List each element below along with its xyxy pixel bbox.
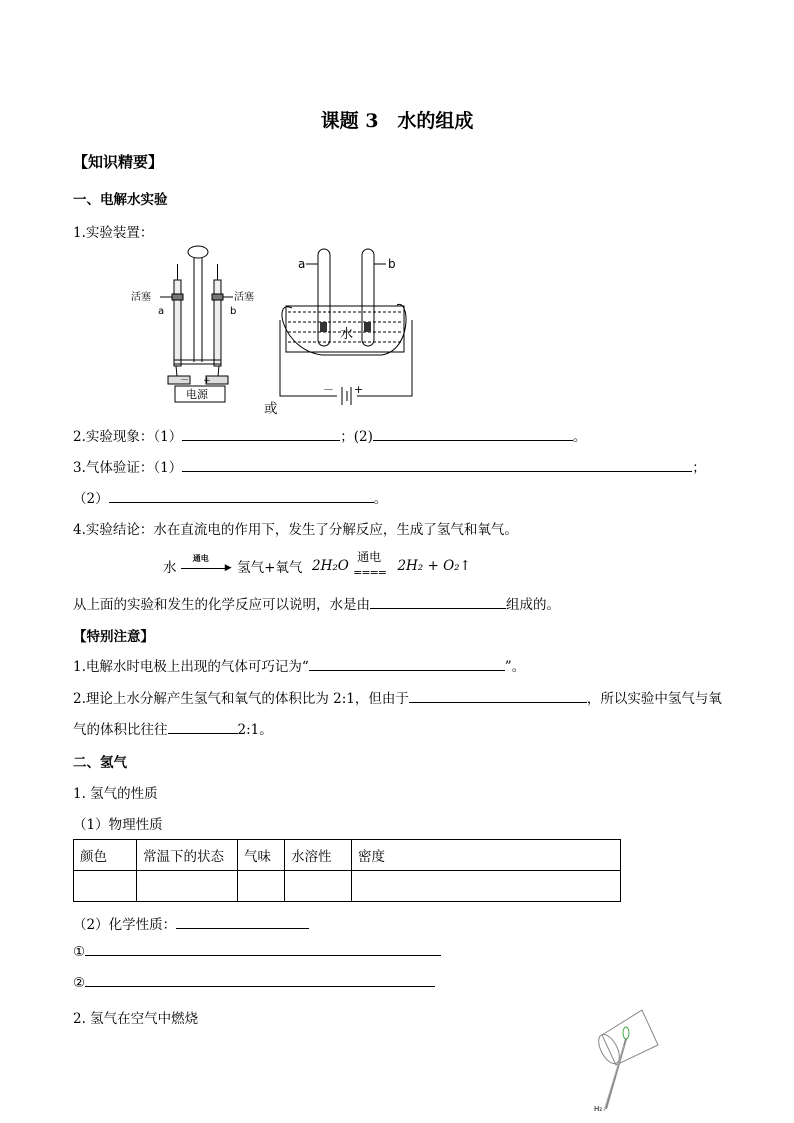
word-equation: 水 通电 ▶ 氢气+氧气 (163, 553, 303, 576)
chemical-blank[interactable] (176, 916, 309, 929)
item2-blank[interactable] (85, 974, 435, 987)
chemical-equation: 2H₂O 通电 ==== 2H₂ + O₂↑ (312, 550, 471, 579)
table-header-row (74, 840, 621, 871)
chemical-item-2: ② (73, 974, 435, 991)
verify-line-1: 3.气体验证：（1） ； (73, 460, 706, 476)
verify-line-2: （2） 。 (73, 491, 388, 507)
section2-heading: 二、氢气 (73, 755, 127, 771)
note-2: 2.理论上水分解产生氢气和氧气的体积比为 2:1，但由于 ，所以实验中氢气与氧 (73, 691, 722, 707)
physical-properties-label: （1）物理性质 (73, 817, 163, 833)
physical-properties-table (73, 839, 621, 902)
verify-blank-1[interactable] (182, 459, 692, 472)
minus-label: － (180, 376, 190, 386)
phenomenon-blank-1[interactable] (182, 428, 340, 441)
header-odor: 气味 (238, 840, 285, 871)
battery-minus: － (323, 383, 334, 396)
section1-heading: 一、电解水实验 (73, 192, 168, 208)
cell-odor[interactable] (238, 871, 285, 902)
water-label: 水 (340, 327, 354, 342)
header-density: 密度 (352, 840, 621, 871)
chemical-item-1: ① (73, 943, 441, 960)
hydrogen-combustion-figure (580, 1005, 670, 1117)
header-solubility: 水溶性 (285, 840, 352, 871)
conclusion-text: 4.实验结论：水在直流电的作用下，发生了分解反应，生成了氢气和氧气。 (73, 522, 518, 538)
note-2-line2: 气的体积比往往 2:1。 (73, 722, 273, 738)
table-answer-row (74, 871, 621, 902)
page-title: 课题 3 水的组成 (320, 110, 474, 132)
power-label: 电源 (186, 388, 208, 401)
tube-a-label: a (158, 306, 165, 317)
apparatus-label: 1.实验装置： (73, 225, 154, 241)
valve-left-label: 活塞 (131, 292, 151, 303)
combustion-heading: 2. 氢气在空气中燃烧 (73, 1011, 199, 1027)
word-equation-arrow: 通电 ▶ (181, 560, 233, 572)
tube-b-label: b (230, 306, 237, 317)
verify-blank-2[interactable] (109, 490, 374, 503)
tube-a-letter: a (298, 257, 306, 271)
hofmann-apparatus-figure (128, 242, 254, 410)
note2-blank[interactable] (409, 690, 587, 703)
composition-blank[interactable] (370, 596, 506, 609)
or-label: 或 (264, 401, 278, 417)
beaker-electrolysis-figure (262, 250, 422, 415)
composition-line: 从上面的实验和发生的化学反应可以说明，水是由 组成的。 (73, 597, 560, 613)
h2-label: H₂ (594, 1105, 603, 1113)
cell-solubility[interactable] (285, 871, 352, 902)
phenomenon-line: 2.实验现象：（1） ；(2) 。 (73, 429, 587, 445)
tube-b-letter: b (388, 257, 396, 271)
item1-blank[interactable] (85, 943, 441, 956)
chemical-properties-line: （2）化学性质： (73, 913, 309, 933)
plus-label: + (203, 376, 211, 386)
note1-blank[interactable] (309, 658, 505, 671)
battery-plus: + (354, 383, 364, 396)
note2-ratio-blank[interactable] (168, 721, 238, 734)
cell-density[interactable] (352, 871, 621, 902)
note-1: 1.电解水时电极上出现的气体可巧记为“ ”。 (73, 659, 526, 675)
knowledge-header: 【知识精要】 (73, 153, 164, 171)
valve-right-label: 活塞 (234, 292, 254, 303)
cell-color[interactable] (74, 871, 137, 902)
cell-state[interactable] (137, 871, 238, 902)
notes-heading: 【特别注意】 (73, 629, 154, 645)
header-state: 常温下的状态 (137, 840, 238, 871)
phenomenon-blank-2[interactable] (373, 428, 573, 441)
header-color: 颜色 (74, 840, 137, 871)
h2-properties-heading: 1. 氢气的性质 (73, 786, 158, 802)
